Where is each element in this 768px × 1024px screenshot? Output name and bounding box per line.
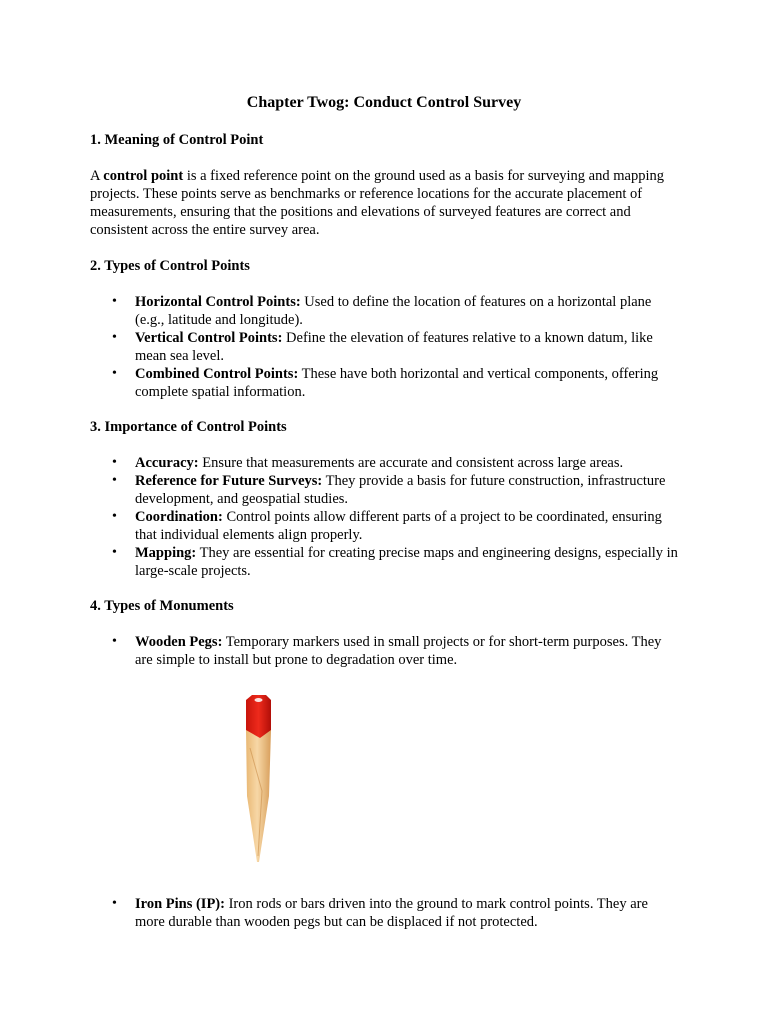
item-term: Combined Control Points: — [135, 366, 299, 382]
list-item — [0, 329, 680, 365]
peg-cap-hole — [255, 698, 263, 702]
definition-term: control point — [103, 168, 184, 184]
item-term: Vertical Control Points: — [135, 330, 283, 346]
list-item — [0, 293, 680, 329]
item-text: Define the elevation of features relative to a known datum, like mean sea level. — [135, 330, 653, 364]
section-heading-monuments: 4. Types of Monuments — [90, 598, 234, 614]
list-item — [0, 454, 680, 472]
page-title: Chapter Twog: Conduct Control Survey — [246, 94, 522, 111]
bullet: • — [112, 509, 117, 524]
item-text: Temporary markers used in small projects or for short-term purposes. They are simple to install but prone to degradation over time. — [135, 634, 662, 668]
item-term: Coordination: — [135, 509, 223, 525]
item-text: Iron rods or bars driven into the ground to mark control points. They are more durable than wooden pegs but can be displaced if not protected. — [135, 896, 648, 930]
monuments-list-wooden — [0, 633, 768, 669]
list-item — [0, 895, 680, 931]
item-term: Iron Pins (IP): — [135, 896, 225, 912]
bullet: • — [112, 366, 117, 381]
control-point-types-list — [0, 293, 768, 401]
list-item — [0, 472, 680, 508]
item-text: Used to define the location of features on a horizontal plane (e.g., latitude and longitude). — [135, 294, 652, 328]
bullet: • — [112, 896, 117, 911]
definition-prefix: A — [90, 168, 104, 184]
list-item — [0, 544, 680, 580]
definition-text: is a fixed reference point on the ground used as a basis for surveying and mapping projects. These points serve as benchmarks or reference locations for the accurate placement of measurements, ensuring that the positions and elevations of surveyed features are correct and consistent across the entire survey area. — [90, 168, 664, 238]
list-item — [0, 365, 680, 401]
item-term: Wooden Pegs: — [135, 634, 223, 650]
monuments-list-iron — [0, 895, 768, 931]
section-heading-importance: 3. Importance of Control Points — [90, 419, 287, 435]
section-heading-types: 2. Types of Control Points — [90, 258, 250, 274]
item-term: Mapping: — [135, 545, 197, 561]
control-point-definition — [90, 167, 690, 239]
wooden-peg-image — [136, 686, 382, 878]
list-item — [0, 508, 680, 544]
item-text: They are essential for creating precise maps and engineering designs, especially in large-scale projects. — [135, 545, 678, 579]
item-term: Accuracy: — [135, 455, 199, 471]
item-text: Control points allow different parts of a project to be coordinated, ensuring that individual elements align properly. — [135, 509, 662, 543]
wooden-peg-illustration — [136, 686, 382, 878]
item-text: These have both horizontal and vertical components, offering complete spatial information. — [135, 366, 659, 400]
section-heading-meaning: 1. Meaning of Control Point — [90, 132, 264, 148]
bullet: • — [112, 545, 117, 560]
list-item — [0, 633, 680, 669]
item-text: They provide a basis for future construction, infrastructure development, and geospatial studies. — [135, 473, 666, 507]
bullet: • — [112, 294, 117, 309]
bullet: • — [112, 330, 117, 345]
bullet: • — [112, 473, 117, 488]
bullet: • — [112, 455, 117, 470]
bullet: • — [112, 634, 117, 649]
item-term: Reference for Future Surveys: — [135, 473, 323, 489]
importance-list — [0, 454, 768, 580]
item-text: Ensure that measurements are accurate and consistent across large areas. — [198, 455, 624, 471]
item-term: Horizontal Control Points: — [135, 294, 301, 310]
